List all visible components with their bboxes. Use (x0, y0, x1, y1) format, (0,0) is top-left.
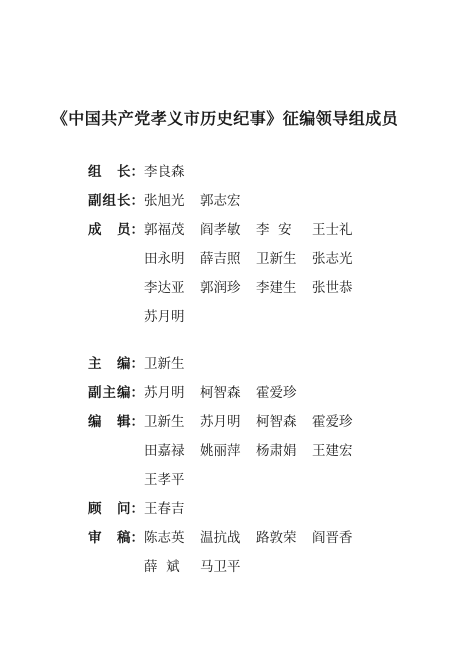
person-name: 苏月明 (144, 385, 185, 401)
names-list (144, 468, 200, 488)
leadership-row (88, 276, 368, 305)
role-label: 顾 问 ： (88, 497, 144, 517)
person-name: 卫新生 (256, 251, 297, 267)
leadership-row (88, 218, 368, 247)
person-name: 薛吉照 (200, 251, 241, 267)
names-list (144, 381, 312, 401)
role-label: 编 辑 ： (88, 410, 144, 430)
editorial-row (88, 439, 368, 468)
names-list (144, 526, 368, 546)
person-name: 李良森 (144, 164, 185, 180)
person-name: 田嘉禄 (144, 443, 185, 459)
role-label: 组 长 ： (88, 160, 144, 180)
role-label-text: 编 辑 (88, 414, 131, 430)
names-list (144, 497, 200, 517)
role-label-text: 成 员 (88, 222, 131, 238)
role-label: 主 编 ： (88, 352, 144, 372)
leadership-row (88, 160, 368, 189)
person-name: 温抗战 (200, 530, 241, 546)
person-name: 霍爱珍 (256, 385, 297, 401)
person-name: 霍爱珍 (312, 414, 353, 430)
names-list (144, 247, 368, 267)
editorial-row (88, 497, 368, 526)
person-name: 王孝平 (144, 472, 185, 488)
role-label: 副 组 长 ： (88, 189, 144, 209)
person-name: 张世恭 (312, 280, 353, 296)
person-name: 杨肃娟 (256, 443, 297, 459)
person-name: 陈志英 (144, 530, 185, 546)
person-name: 路敦荣 (256, 530, 297, 546)
names-list (144, 189, 256, 209)
editorial-row (88, 526, 368, 555)
names-list (144, 439, 368, 459)
editorial-row (88, 352, 368, 381)
person-name: 苏月明 (144, 309, 185, 325)
role-label: 副 主 编 ： (88, 381, 144, 401)
names-list (144, 410, 368, 430)
editorial-row (88, 468, 368, 497)
person-name: 王春吉 (144, 501, 185, 517)
leadership-row (88, 305, 368, 334)
names-list (144, 352, 200, 372)
names-list (144, 160, 200, 180)
editorial-row (88, 381, 368, 410)
role-label-text: 审 稿 (88, 530, 131, 546)
person-name: 苏月明 (200, 414, 241, 430)
person-name: 姚丽萍 (200, 443, 241, 459)
role-label-text: 副 主 编 (88, 385, 131, 401)
names-list (144, 276, 368, 296)
editorial-row (88, 555, 368, 584)
person-name: 王建宏 (312, 443, 353, 459)
person-name: 卫新生 (144, 356, 185, 372)
person-name: 阎晋香 (312, 530, 353, 546)
person-name: 郭福茂 (144, 222, 185, 238)
person-name: 李建生 (256, 280, 297, 296)
person-name: 张志光 (312, 251, 353, 267)
person-name: 阎孝敏 (200, 222, 241, 238)
person-name: 王士礼 (312, 222, 353, 238)
person-name: 李达亚 (144, 280, 185, 296)
person-name: 薛 斌 (144, 559, 180, 575)
person-name: 卫新生 (144, 414, 185, 430)
names-list (144, 555, 256, 575)
person-name: 马卫平 (200, 559, 241, 575)
role-label: 审 稿 ： (88, 526, 144, 546)
role-label: 成 员 ： (88, 218, 144, 238)
person-name: 田永明 (144, 251, 185, 267)
names-list (144, 305, 200, 325)
person-name: 张旭光 (144, 193, 185, 209)
leadership-row (88, 189, 368, 218)
editorial-row (88, 410, 368, 439)
role-label-text: 副 组 长 (88, 193, 131, 209)
person-name: 柯智森 (200, 385, 241, 401)
page-title: 《中国共产党孝义市历史纪事》征编领导组成员 (51, 109, 399, 128)
person-name: 柯智森 (256, 414, 297, 430)
role-label-text: 主 编 (88, 356, 131, 372)
person-name: 李 安 (256, 222, 292, 238)
leadership-row (88, 247, 368, 276)
role-label-text: 顾 问 (88, 501, 131, 517)
person-name: 郭志宏 (200, 193, 241, 209)
leadership-group (88, 160, 368, 334)
role-label-text: 组 长 (88, 164, 131, 180)
names-list (144, 218, 368, 238)
editorial-group (88, 352, 368, 584)
person-name: 郭润珍 (200, 280, 241, 296)
